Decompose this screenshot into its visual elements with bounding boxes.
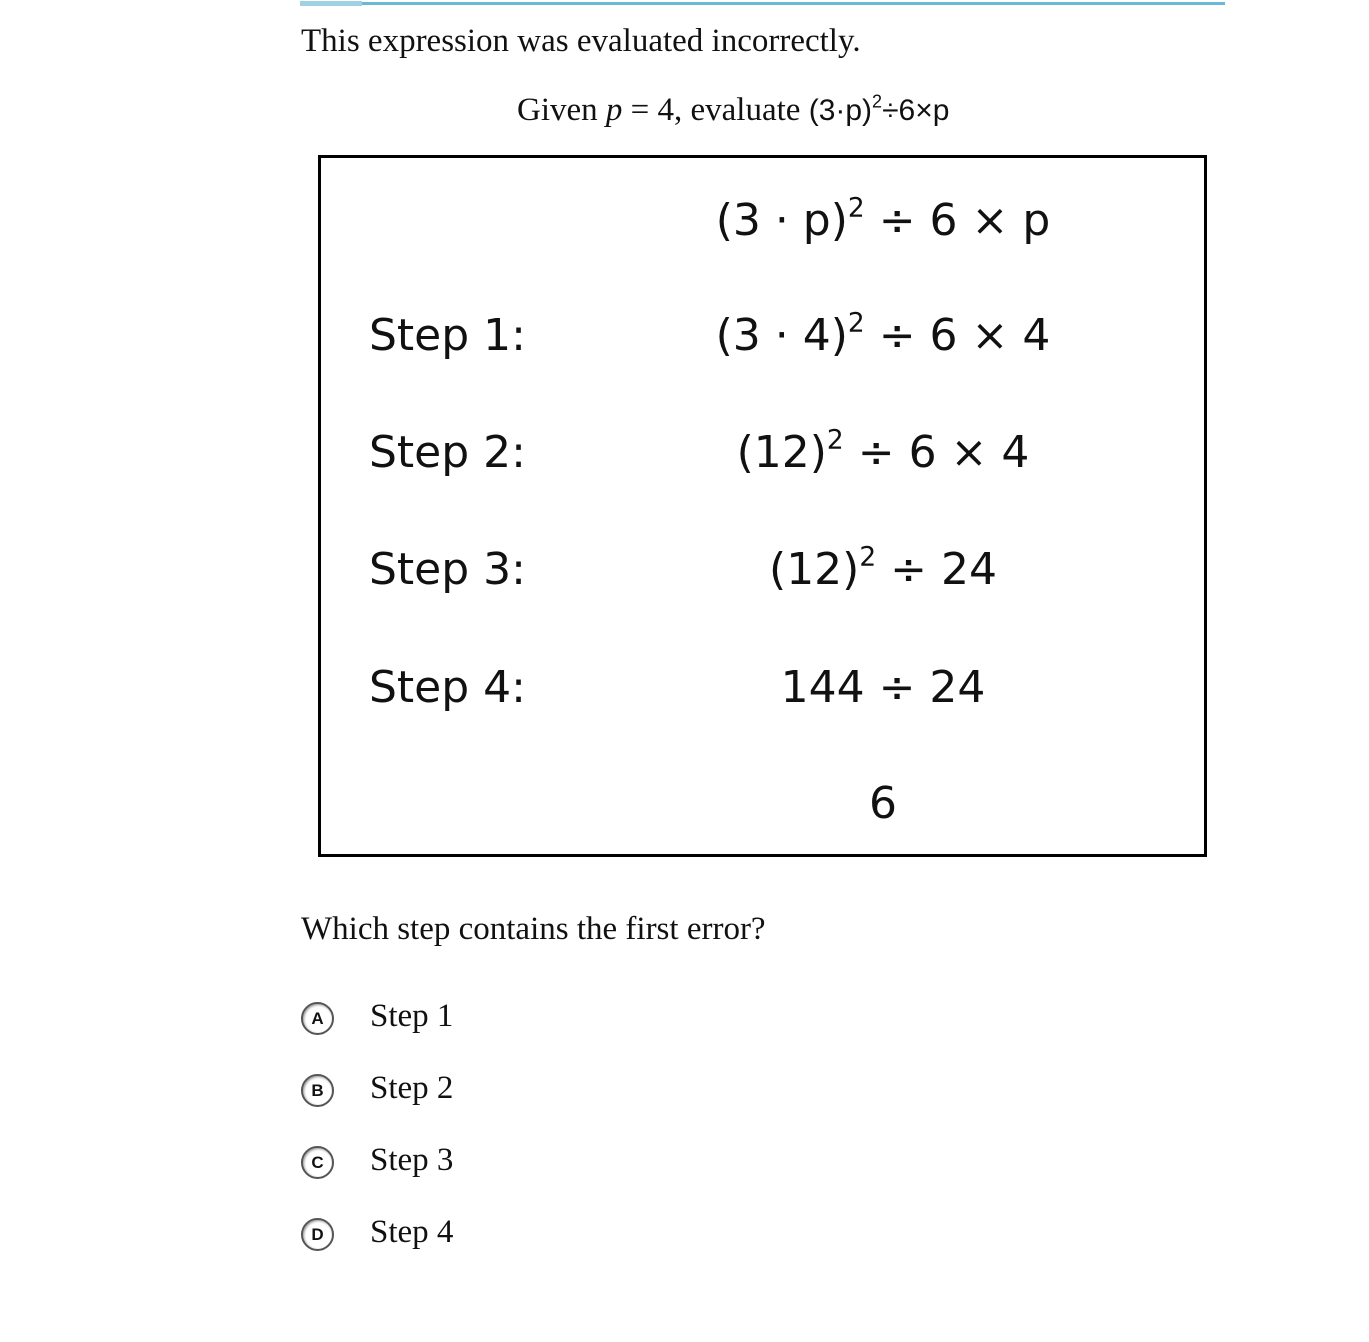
step-expression (716, 306, 1051, 366)
step-expression (769, 540, 997, 600)
step-expression (716, 191, 1051, 251)
question-text: Which step contains the first error? (301, 911, 766, 947)
step-label: Step 2: (369, 427, 526, 478)
expr-sup: 2 (847, 307, 865, 339)
radio-bubble[interactable]: C (301, 1146, 334, 1179)
expr-base: (12) (736, 427, 827, 478)
given-expression (808, 91, 950, 127)
step-row (321, 658, 1204, 718)
expr-rest: ÷ 24 (876, 544, 997, 595)
steps-table (318, 155, 1207, 857)
step-row (321, 306, 1204, 366)
expr-rest: ÷ 6 × 4 (843, 427, 1030, 478)
expr-base: (3 · 4) (715, 310, 848, 361)
radio-bubble[interactable]: A (301, 1002, 334, 1035)
expr-base: 144 ÷ 24 (780, 662, 986, 713)
option-label[interactable]: Step 3 (370, 1142, 454, 1178)
expr-sup: 2 (826, 424, 844, 456)
step-label: Step 4: (369, 662, 526, 713)
step-row (321, 540, 1204, 600)
given-mid: = 4, evaluate (622, 92, 809, 128)
step-row (321, 774, 1204, 834)
expr-rest: ÷ 6 × 4 (864, 310, 1051, 361)
expr-base: 6 (869, 778, 897, 829)
step-expression (737, 423, 1030, 483)
expr-sup: 2 (872, 91, 883, 112)
radio-bubble[interactable]: B (301, 1074, 334, 1107)
expr-sup: 2 (859, 541, 877, 573)
expr-base: (3 · p) (715, 195, 848, 246)
option-label[interactable]: Step 4 (370, 1214, 454, 1250)
step-expression (781, 658, 986, 718)
expr-rest: ÷6×p (882, 94, 950, 127)
radio-bubble[interactable]: D (301, 1218, 334, 1251)
expr-base: (12) (769, 544, 860, 595)
expr-sup: 2 (847, 192, 865, 224)
progress-segment (300, 1, 362, 6)
step-label: Step 3: (369, 544, 526, 595)
option-label[interactable]: Step 2 (370, 1070, 454, 1106)
step-label: Step 1: (369, 310, 526, 361)
step-row (321, 191, 1204, 251)
option-label[interactable]: Step 1 (370, 998, 454, 1034)
progress-bar (300, 2, 1225, 5)
expr-base: (3·p) (808, 94, 873, 127)
given-prefix: Given (517, 92, 606, 128)
step-row (321, 423, 1204, 483)
step-expression (869, 774, 897, 834)
expr-rest: ÷ 6 × p (864, 195, 1051, 246)
intro-text: This expression was evaluated incorrectly. (301, 23, 861, 59)
given-var: p (605, 92, 623, 128)
given-statement (517, 91, 950, 128)
